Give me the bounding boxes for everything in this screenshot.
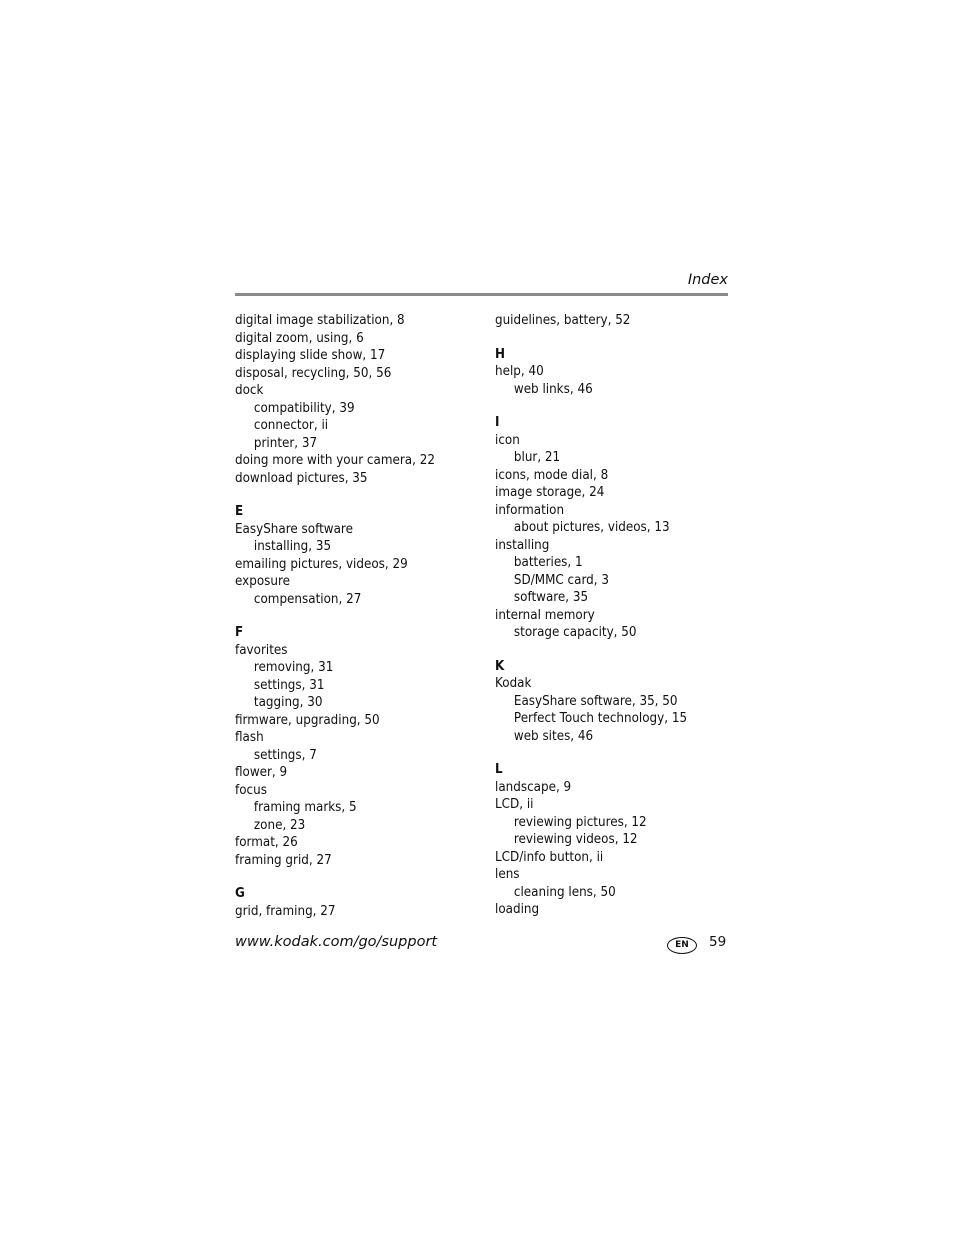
index-subentry: storage capacity, 50 [513, 625, 637, 640]
index-subentry: zone, 23 [253, 817, 306, 833]
index-section-letter: L [495, 762, 503, 777]
index-entry: icons, mode dial, 8 [495, 467, 609, 483]
index-entry: firmware, upgrading, 50 [235, 712, 380, 728]
index-section-letter: H [495, 346, 506, 362]
language-badge-label: EN [675, 940, 689, 950]
header-divider [235, 293, 728, 296]
index-subentry: about pictures, videos, 13 [513, 520, 670, 535]
index-entry: favorites [235, 642, 288, 658]
index-entry: loading [495, 902, 540, 917]
index-entry: help, 40 [495, 364, 544, 379]
index-column-left [235, 312, 485, 920]
index-section-letter: K [495, 658, 505, 674]
index-entry: download pictures, 35 [235, 470, 368, 486]
index-entry: icon [495, 432, 520, 448]
index-entry: digital image stabilization, 8 [235, 313, 405, 328]
index-entry: landscape, 9 [495, 779, 572, 795]
index-section-letter: F [235, 625, 244, 640]
index-subentry: cleaning lens, 50 [513, 884, 616, 900]
index-section-letter: E [235, 504, 244, 519]
index-entry: image storage, 24 [495, 485, 605, 500]
index-subentry: blur, 21 [513, 450, 561, 465]
index-entry: Kodak [495, 676, 532, 691]
index-entry: flower, 9 [235, 765, 288, 780]
index-subentry: compensation, 27 [253, 591, 362, 607]
index-entry: EasyShare software [235, 521, 353, 537]
index-entry: LCD, ii [495, 797, 534, 812]
index-subentry: installing, 35 [253, 539, 332, 554]
index-entry: information [495, 502, 565, 518]
index-entry: displaying slide show, 17 [235, 348, 386, 363]
index-column-right [495, 312, 745, 919]
index-subentry: settings, 7 [253, 747, 317, 763]
index-subentry: connector, ii [253, 418, 329, 433]
index-subentry: removing, 31 [253, 660, 334, 675]
index-subentry: reviewing videos, 12 [513, 832, 638, 847]
index-subentry: settings, 31 [253, 677, 325, 693]
index-entry: guidelines, battery, 52 [495, 313, 631, 328]
index-subentry: Perfect Touch technology, 15 [513, 711, 688, 726]
index-subentry: web links, 46 [513, 381, 593, 397]
index-subentry: EasyShare software, 35, 50 [513, 693, 678, 709]
index-subentry: framing marks, 5 [253, 800, 357, 815]
support-url: www.kodak.com/go/support [235, 934, 438, 950]
index-entry: internal memory [495, 607, 595, 623]
index-subentry: reviewing pictures, 12 [513, 814, 647, 830]
page-header-title: Index [687, 272, 728, 288]
index-entry: grid, framing, 27 [235, 903, 336, 919]
index-entry: disposal, recycling, 50, 56 [235, 365, 392, 381]
index-entry: flash [235, 730, 264, 745]
index-subentry: compatibility, 39 [253, 400, 355, 416]
index-entry: LCD/info button, ii [495, 849, 604, 865]
index-subentry: SD/MMC card, 3 [513, 572, 610, 588]
language-badge-icon [667, 937, 697, 954]
index-entry: lens [495, 867, 520, 882]
index-entry: focus [235, 782, 267, 798]
index-entry: exposure [235, 574, 290, 589]
index-entry: dock [235, 383, 264, 398]
index-subentry: web sites, 46 [513, 728, 594, 744]
index-entry: digital zoom, using, 6 [235, 330, 364, 346]
index-subentry: printer, 37 [253, 435, 318, 451]
index-subentry: software, 35 [513, 590, 589, 605]
index-section-letter: I [495, 415, 500, 430]
index-subentry: tagging, 30 [253, 695, 323, 710]
index-entry: doing more with your camera, 22 [235, 453, 435, 468]
index-subentry: batteries, 1 [513, 555, 583, 570]
page-number: 59 [709, 934, 727, 950]
index-entry: format, 26 [235, 835, 298, 850]
index-entry: emailing pictures, videos, 29 [235, 556, 408, 572]
index-entry: installing [495, 537, 550, 553]
index-entry: framing grid, 27 [235, 852, 332, 868]
index-section-letter: G [235, 886, 245, 901]
